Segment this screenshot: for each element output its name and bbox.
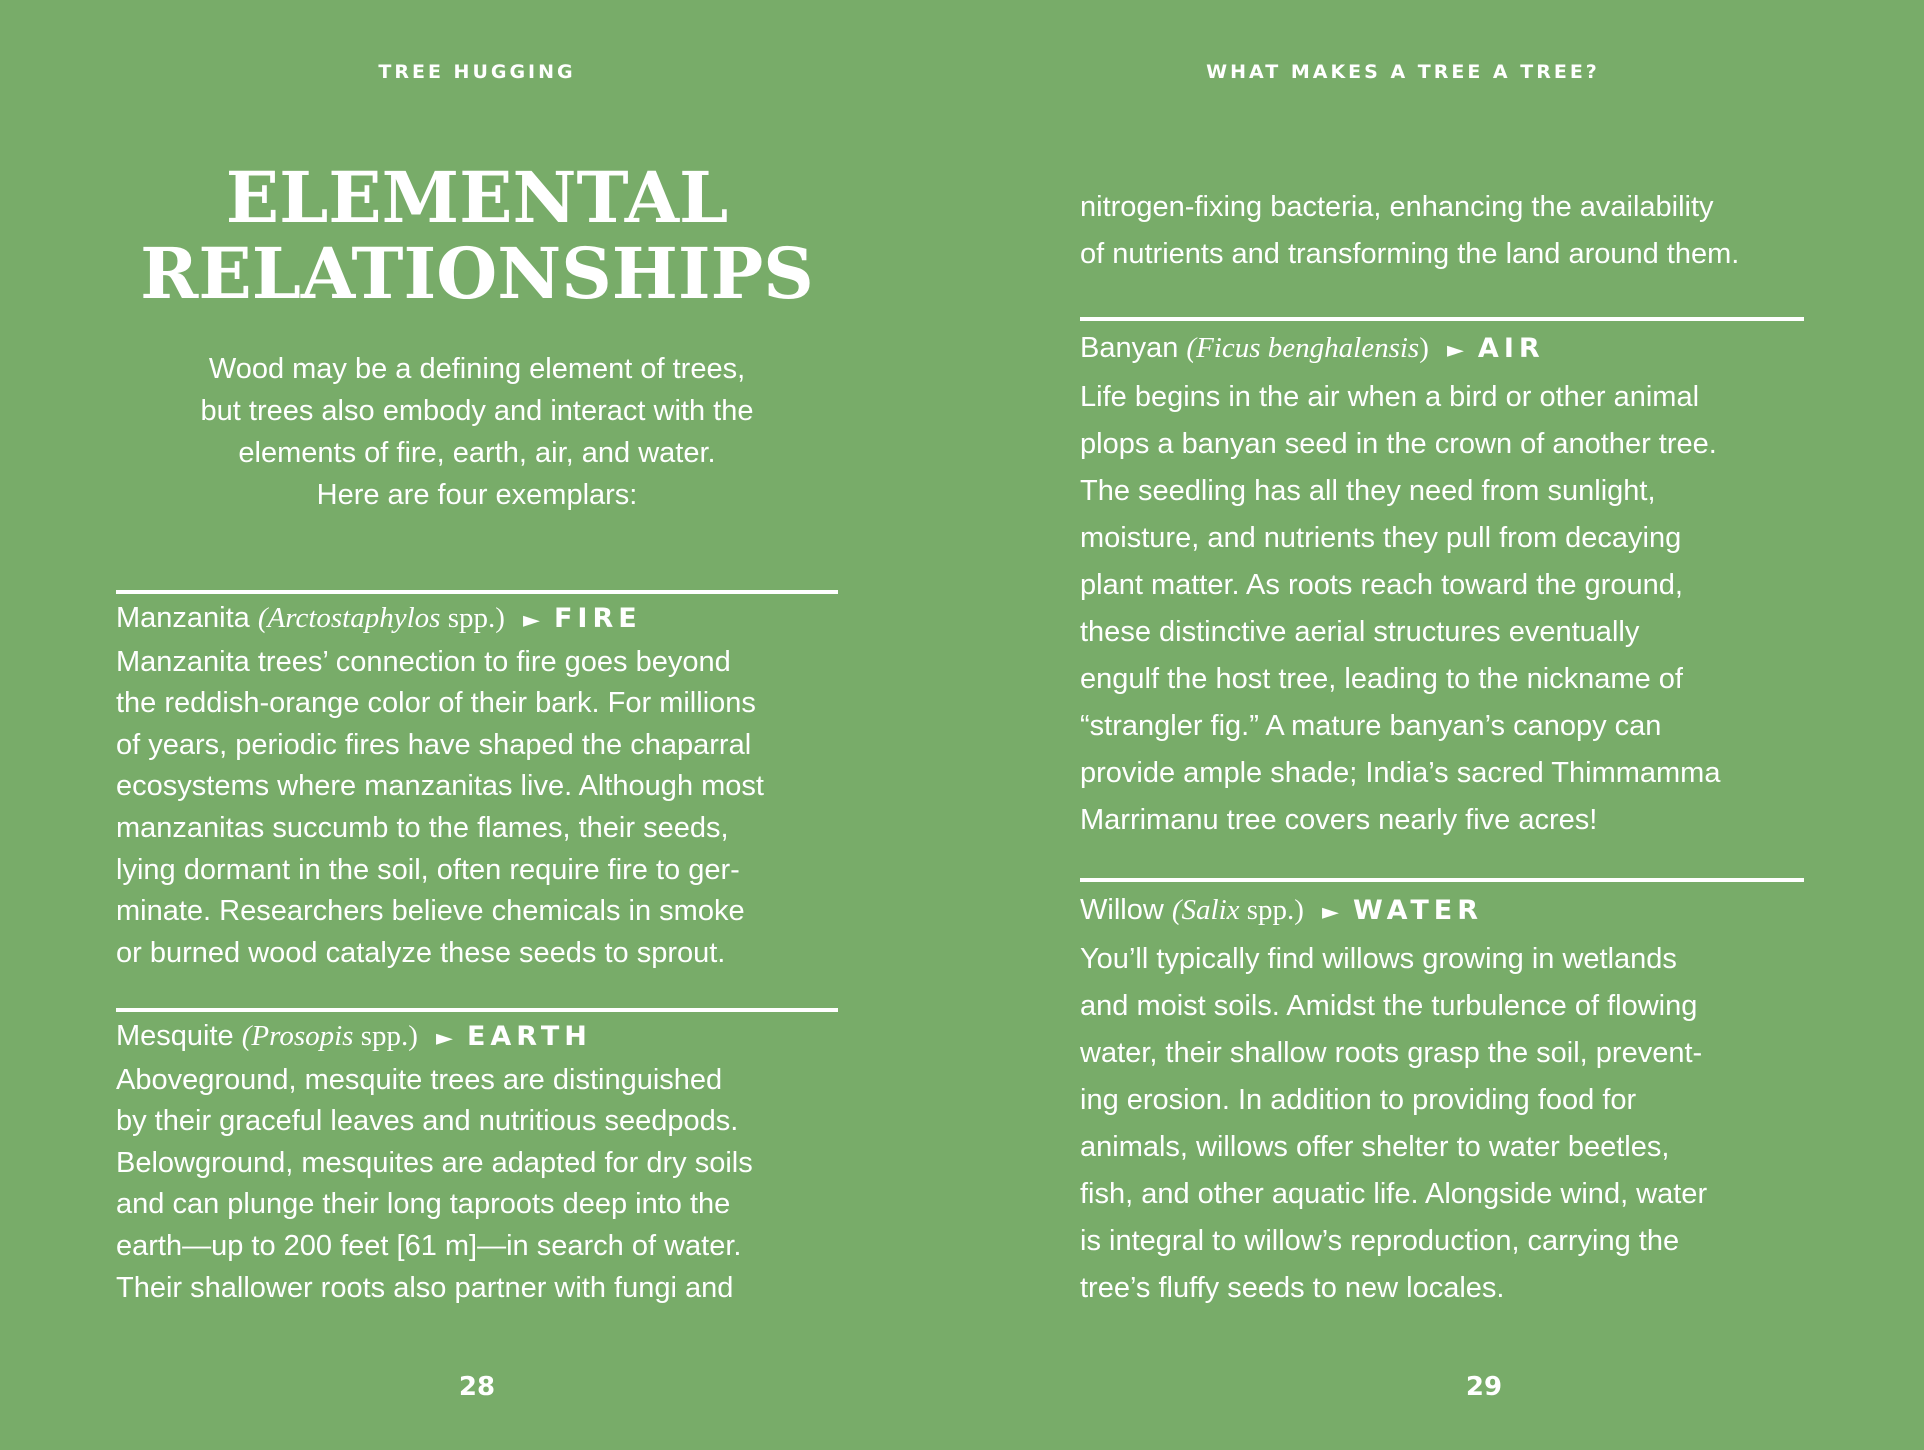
running-head-right: WHAT MAKES A TREE A TREE? xyxy=(1206,61,1600,83)
body-line: plant matter. As roots reach toward the ground, xyxy=(1080,569,1683,601)
body-line: these distinctive aerial structures eventually xyxy=(1080,616,1640,648)
element-label: EARTH xyxy=(466,1021,592,1052)
entry-heading xyxy=(1080,887,1804,936)
common-name: Manzanita xyxy=(116,602,250,634)
body-line: Belowground, mesquites are adapted for dry soils xyxy=(116,1146,753,1179)
element-label: WATER xyxy=(1353,895,1484,926)
intro-line: elements of fire, earth, air, and water. xyxy=(238,437,716,469)
body-line: provide ample shade; India’s sacred Thimmamma xyxy=(1080,757,1721,789)
scientific-name: (Arctostaphylos spp.) xyxy=(257,602,505,634)
scientific-name: (Prosopis spp.) xyxy=(241,1020,418,1052)
entry-banyan xyxy=(1080,325,1804,844)
body-line: “strangler fig.” A mature banyan’s canopy can xyxy=(1080,710,1662,742)
body-line: or burned wood catalyze these seeds to sprout. xyxy=(116,936,726,969)
title-line-1: ELEMENTAL xyxy=(225,156,729,239)
body-line: fish, and other aquatic life. Alongside wind, water xyxy=(1080,1178,1708,1210)
continued-paragraph xyxy=(1080,184,1804,278)
arrow-icon: ► xyxy=(1446,338,1464,363)
body-line: Life begins in the air when a bird or other animal xyxy=(1080,381,1700,413)
arrow-icon: ► xyxy=(522,608,540,633)
body-line: Manzanita trees’ connection to fire goes beyond xyxy=(116,645,731,678)
right-page xyxy=(962,0,1924,1450)
intro-line: Here are four exemplars: xyxy=(316,479,638,511)
body-line: and can plunge their long taproots deep into the xyxy=(116,1188,731,1221)
body-line: You’ll typically find willows growing in wetlands xyxy=(1080,943,1677,975)
body-line: moisture, and nutrients they pull from decaying xyxy=(1080,522,1682,554)
body-line: water, their shallow roots grasp the soil, prevent- xyxy=(1080,1037,1703,1069)
body-line: of nutrients and transforming the land around them. xyxy=(1080,238,1740,270)
page-title xyxy=(116,156,838,315)
body-line: by their graceful leaves and nutritious seedpods. xyxy=(116,1105,739,1138)
body-line: and moist soils. Amidst the turbulence of flowing xyxy=(1080,990,1698,1022)
entry-heading xyxy=(116,598,838,642)
body-line: Aboveground, mesquite trees are distinguished xyxy=(116,1063,723,1096)
body-line: The seedling has all they need from sunlight, xyxy=(1080,475,1656,507)
body-line: engulf the host tree, leading to the nickname of xyxy=(1080,663,1683,695)
body-line: ecosystems where manzanitas live. Although most xyxy=(116,770,764,803)
arrow-icon: ► xyxy=(435,1026,453,1051)
page-number-left: 28 xyxy=(458,1372,496,1402)
title-line-2: RELATIONSHIPS xyxy=(140,232,814,315)
body-line: is integral to willow’s reproduction, carrying the xyxy=(1080,1225,1680,1257)
divider-rule xyxy=(116,590,838,594)
intro-paragraph xyxy=(116,348,838,516)
divider-rule xyxy=(1080,878,1804,882)
body-line: lying dormant in the soil, often require fire to ger- xyxy=(116,853,740,886)
common-name: Mesquite xyxy=(116,1020,234,1052)
running-head-left: TREE HUGGING xyxy=(378,61,576,83)
entry-heading xyxy=(1080,325,1804,374)
body-line: the reddish-orange color of their bark. For millions xyxy=(116,687,756,720)
arrow-icon: ► xyxy=(1322,900,1339,925)
intro-line: Wood may be a defining element of trees, xyxy=(208,353,746,385)
entry-willow xyxy=(1080,887,1804,1312)
scientific-name: (Ficus benghalensis) xyxy=(1186,332,1429,364)
divider-rule xyxy=(1080,317,1804,321)
element-label: AIR xyxy=(1477,333,1545,364)
entry-mesquite xyxy=(116,1016,838,1309)
scientific-name: (Salix spp.) xyxy=(1171,894,1304,926)
divider-rule xyxy=(116,1008,838,1012)
common-name: Willow xyxy=(1080,894,1164,926)
body-line: of years, periodic fires have shaped the chaparral xyxy=(116,728,752,761)
entry-manzanita xyxy=(116,598,838,974)
body-line: animals, willows offer shelter to water beetles, xyxy=(1080,1131,1670,1163)
body-line: Marrimanu tree covers nearly five acres! xyxy=(1080,804,1598,836)
body-line: manzanitas succumb to the flames, their seeds, xyxy=(116,811,729,844)
body-line: tree’s fluffy seeds to new locales. xyxy=(1080,1272,1505,1304)
element-label: FIRE xyxy=(553,603,642,634)
body-line: ing erosion. In addition to providing food for xyxy=(1080,1084,1637,1116)
body-line: plops a banyan seed in the crown of another tree. xyxy=(1080,428,1717,460)
body-line: earth—up to 200 feet [61 m]—in search of water. xyxy=(116,1229,742,1262)
body-line: Their shallower roots also partner with fungi and xyxy=(116,1271,734,1304)
entry-heading xyxy=(116,1016,838,1060)
intro-line: but trees also embody and interact with the xyxy=(200,395,754,427)
body-line: nitrogen-fixing bacteria, enhancing the availability xyxy=(1080,191,1714,223)
body-line: minate. Researchers believe chemicals in smoke xyxy=(116,895,745,928)
common-name: Banyan xyxy=(1080,332,1179,364)
page-number-right: 29 xyxy=(1465,1372,1503,1402)
